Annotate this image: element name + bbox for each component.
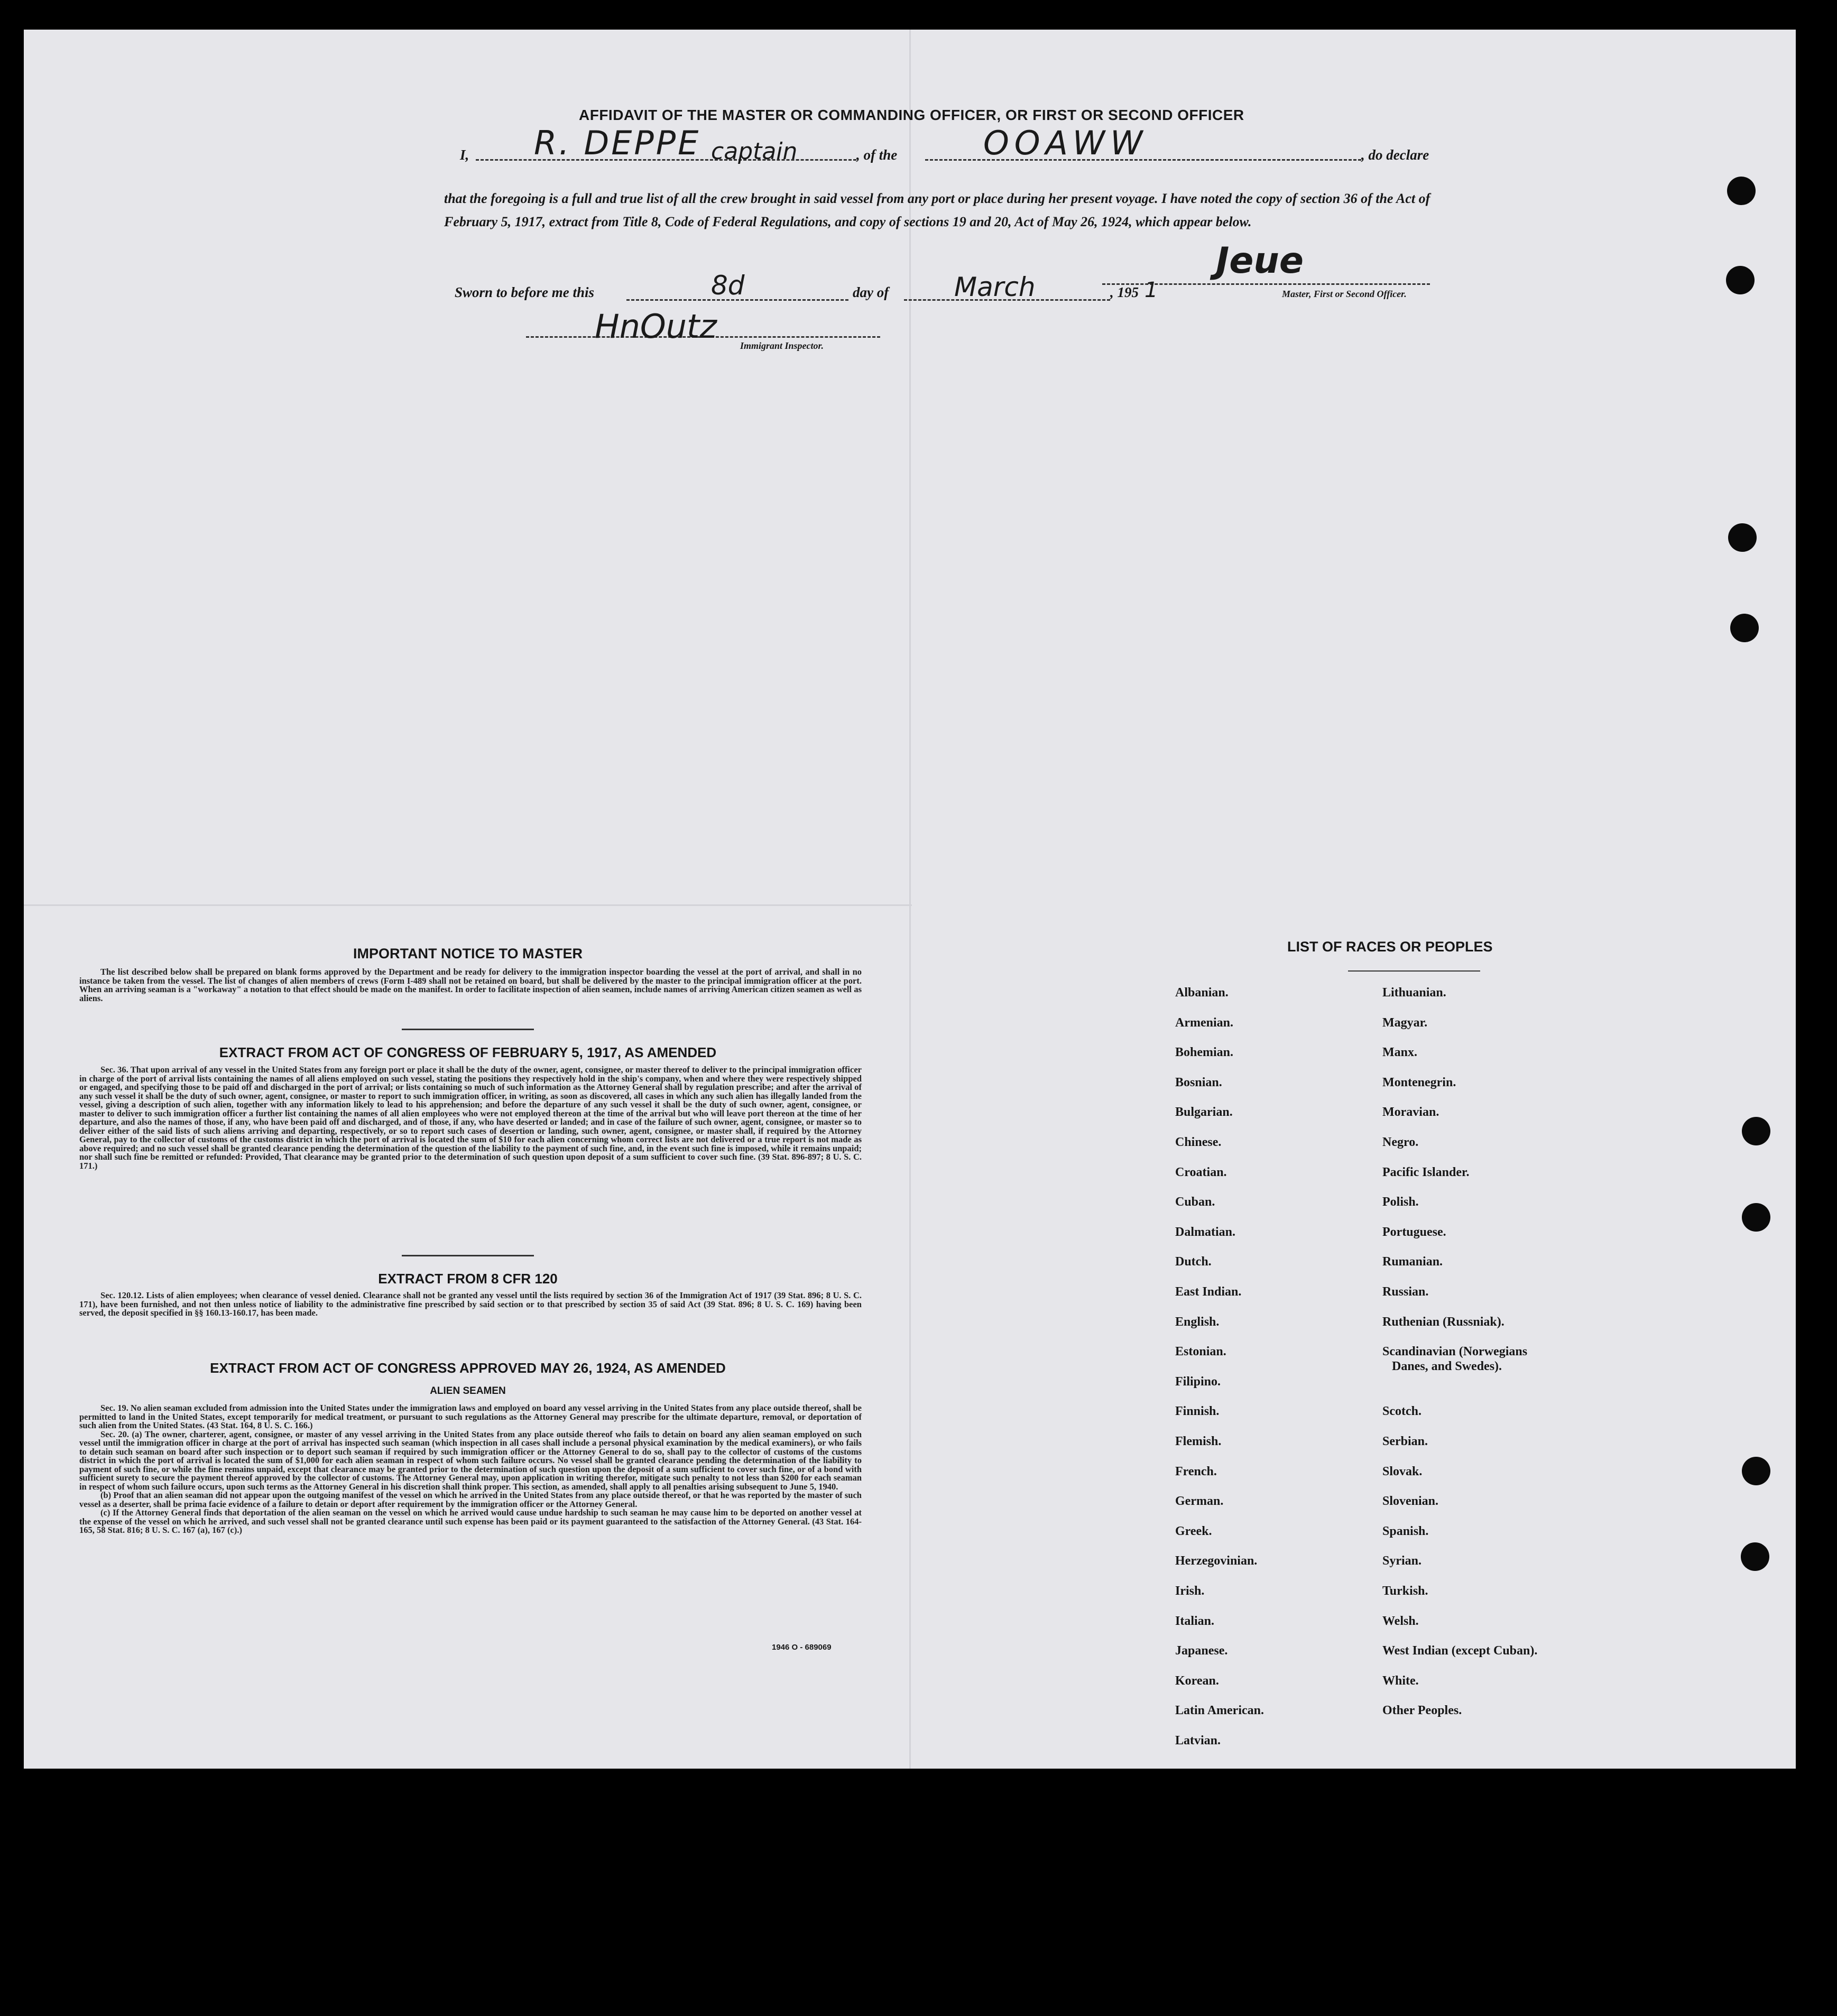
race-item: Dutch. (1175, 1255, 1212, 1269)
divider (402, 1255, 534, 1256)
notice-body: The list described below shall be prepared on blank forms approved by the Department and be ready for delivery to the immigration inspector boarding the vessel at the port of arrival, and shall in no instance be taken from the vessel. The list of changes of alien members of crews (Form I-489 shall not be retained on board, but shall be delivered by the master to the principal immigration officer at the port. When an arriving seaman is a "workaway" a notation to that effect should be made on the manifest. In order to facilitate inspection of alien seamen, include names of arriving American citizen seamen as well as aliens. (79, 967, 862, 1003)
do-declare-label: , do declare (1361, 147, 1429, 163)
affidavit-statement: that the foregoing is a full and true list of all the crew brought in said vessel from any port or place during her present voyage. I have noted the copy of section 36 of the Act of February 5, 1917, extract from Title 8, Code of Federal Regulations, and copy of sections 19 and 20, Act of May 26, 1924, which appear below. (444, 191, 1430, 229)
race-item: Negro. (1382, 1135, 1419, 1149)
race-item: English. (1175, 1315, 1220, 1329)
print-code: 1946 O - 689069 (772, 1643, 832, 1652)
race-item: Flemish. (1175, 1435, 1222, 1448)
race-item: Japanese. (1175, 1644, 1228, 1658)
sworn-label: Sworn to before me this (455, 284, 595, 300)
extract-1917-title: EXTRACT FROM ACT OF CONGRESS OF FEBRUARY 5, 1917, AS AMENDED (219, 1044, 717, 1060)
punch-hole (1730, 614, 1759, 642)
punch-hole (1742, 1117, 1770, 1145)
extract-1917-body: Sec. 36. That upon arrival of any vessel in the United States from any foreign port or place it shall be the duty of the owner, agent, consignee, or master thereof to deliver to the principal immigration officer in charge of the port of arrival lists containing the names of all aliens employed on such vessel, stating the positions they respectively hold in the ship's company, when and where they were respectively shipped or engaged, and specifying those to be paid off and discharged in the port of arrival; or lists containing so much of such information as the Attorney General shall by regulation prescribe; and after the arrival of any such vessel it shall be the duty of such owner, agent, consignee, or master to report to such immigration officer, in writing, as soon as discovered, all cases in which any such alien has illegally landed from the vessel, giving a description of such alien, together with any information likely to lead to his apprehension; and before the departure of any such vessel it shall be the duty of such owner, agent, consignee, or master to deliver to such immigration officer a further list containing the names of all alien employees who were not employed thereon at the time of the arrival but who will leave port thereon at the time of her departure, and also the names of those, if any, who have been paid off and discharged, and of those, if any, who have deserted or landed; and in case of the failure of such owner, agent, consignee, or master so to deliver either of the said lists of such aliens arriving and departing, respectively, or so to report such cases of desertion or landing, such owner, agent, consignee, or master shall, if required by the Attorney General, pay to the collector of customs of the customs district in which the port of arrival is located the sum of $10 for each alien concerning whom correct lists are not delivered or a true report is not made as above required; and no such vessel shall be granted clearance pending the determination of the question of the liability to the payment of such fine, and, in the event such fine is imposed, while it remains unpaid; nor shall such fine be remitted or refunded: Provided, That clearance may be granted prior to the determination of such question upon deposit of a sum sufficient to cover such fine. (39 Stat. 896-897; 8 U. S. C. 171.) (79, 1065, 862, 1171)
race-item: Montenegrin. (1382, 1075, 1456, 1089)
race-item: Finnish. (1175, 1404, 1220, 1419)
of-the-label: , of the (856, 147, 898, 163)
race-item: Turkish. (1382, 1584, 1428, 1598)
race-item: Dalmatian. (1175, 1225, 1235, 1239)
extract-cfr-body: Sec. 120.12. Lists of alien employees; when clearance of vessel denied. Clearance shall not be granted any vessel until the lists required by section 36 of the Immigration Act of 1917 (39 Stat. 896; 8 U. S. C. 171), have been furnished, and not then unless notice of liability to the administrative fine prescribed by said section or to that prescribed by section 35 of said Act (39 Stat. 896; 8 U. S. C. 169) having been served, the deposit specified in §§ 160.13-160.17, has been made. (79, 1290, 862, 1318)
race-item: Manx. (1382, 1046, 1417, 1060)
divider (1348, 970, 1480, 972)
race-item: French. (1175, 1464, 1217, 1478)
race-item: Rumanian. (1382, 1255, 1443, 1269)
sworn-year-handwritten: 1 (1144, 278, 1158, 302)
affidavit-i-label: I, (460, 147, 469, 163)
race-item: Scotch. (1382, 1404, 1421, 1419)
affidavit-title: AFFIDAVIT OF THE MASTER OR COMMANDING OFFICER, OR FIRST OR SECOND OFFICER (579, 107, 1244, 123)
race-item: Latvian. (1175, 1734, 1221, 1747)
sworn-day-handwritten: 8d (711, 270, 745, 301)
race-item: Russian. (1382, 1285, 1429, 1299)
extract-1924-subtitle: ALIEN SEAMEN (430, 1385, 506, 1397)
inspector-signature: HnOutz (595, 307, 717, 346)
extract-1924-title: EXTRACT FROM ACT OF CONGRESS APPROVED MAY 26, 1924, AS AMENDED (210, 1360, 726, 1376)
race-item: Latin American. (1175, 1704, 1264, 1718)
race-item: Slovak. (1382, 1464, 1423, 1478)
race-item: Spanish. (1382, 1524, 1429, 1538)
race-item: Bohemian. (1175, 1046, 1234, 1060)
master-signature-caption: Master, First or Second Officer. (1282, 289, 1407, 299)
race-item: Armenian. (1175, 1015, 1233, 1030)
race-item: Irish. (1175, 1584, 1205, 1598)
race-item: Magyar. (1382, 1015, 1428, 1030)
race-item: Estonian. (1175, 1345, 1226, 1359)
race-item: East Indian. (1175, 1285, 1242, 1299)
race-item: Croatian. (1175, 1165, 1227, 1179)
race-item: West Indian (except Cuban). (1382, 1644, 1538, 1658)
race-item: Herzegovinian. (1175, 1554, 1258, 1568)
race-item: Italian. (1175, 1614, 1215, 1628)
master-name-handwritten: R. DEPPE (534, 124, 701, 162)
race-item: Cuban. (1175, 1195, 1215, 1209)
race-item: Slovenian. (1382, 1494, 1439, 1509)
races-title: LIST OF RACES OR PEOPLES (1287, 939, 1493, 955)
year-prefix: , 195 (1110, 284, 1139, 300)
race-item: Polish. (1382, 1195, 1419, 1209)
race-item: Welsh. (1382, 1614, 1419, 1628)
master-signature: Jeue (1216, 240, 1304, 282)
race-item: Portuguese. (1382, 1225, 1446, 1239)
race-item: Scandinavian (Norwegians Danes, and Swedes). (1382, 1345, 1528, 1374)
vessel-name-handwritten: OOAWW (983, 124, 1148, 162)
master-rank-handwritten: captain (711, 138, 798, 165)
extract-1924-body: Sec. 19. No alien seaman excluded from admission into the United States under the immigration laws and employed on board any vessel arriving in the United States from any place outside thereof, shall be permitted to land in the United States, except temporarily for medical treatment, or pursuant to such regulations as the Attorney General may prescribe for the ultimate departure, removal, or deportation of such alien from the United States. (43 Stat. 164, 8 U. S. C. 166.) Sec. 20. (a) The owner, charterer, agent, consignee, or master of any vessel arriving in the United States from any place outside thereof who fails to detain on board any alien seaman employed on such vessel until the immigration officer in charge at the port of arrival has inspected such seaman (which inspection in all cases shall include a personal physical examination by the medical examiners), or who fails to detain such seaman on board after such inspection or to deport such seaman if required by such immigration officer or the Attorney General to do so, shall pay to the collector of customs of the customs district in which the port of arrival is located the sum of $1,000 for each alien seaman in respect of whom such failure occurs. No vessel shall be granted clearance pending the determination of the liability to payment of such fine, or while the fine remains unpaid, except that clearance may be granted prior to the determination of such question upon the deposit of a sum sufficient to cover such fine, or of a bond with sufficient surety to secure the payment thereof approved by the collector of customs. The Attorney General may, upon application in writing therefor, mitigate such penalty to not less than $200 for each seaman in respect of whom such failure occurs, upon such terms as the Attorney General in his discretion shall think proper. This section, as amended, shall apply to all penalties arising subsequent to June 5, 1940. (b) Proof that an alien seaman did not appear upon the outgoing manifest of the vessel on which he arrived in the United States from any place outside thereof, or that he was reported by the master of such vessel as a deserter, shall be prima facie evidence of a failure to detain or deport after requirement by the immigration officer or the Attorney General. (c) If the Attorney General finds that deportation of the alien seaman on the vessel on which he arrived would cause undue hardship to such seaman he may cause him to be deported on another vessel at the expense of the vessel on which he arrived, and such vessel shall not be granted clearance until such expense has been paid or its payment guaranteed to the satisfaction of the Attorney General. (43 Stat. 164-165, 58 Stat. 816; 8 U. S. C. 167 (a), 167 (c).) (79, 1403, 862, 1535)
race-item: Lithuanian. (1382, 986, 1446, 1000)
race-item: Greek. (1175, 1524, 1212, 1538)
punch-hole (1742, 1203, 1770, 1232)
punch-hole (1727, 177, 1756, 205)
race-item: Filipino. (1175, 1374, 1221, 1389)
race-item: Albanian. (1175, 986, 1229, 1000)
punch-hole (1728, 523, 1757, 552)
sworn-month-handwritten: March (954, 272, 1036, 302)
fold-line-vertical (909, 30, 911, 1769)
race-item: Syrian. (1382, 1554, 1422, 1568)
divider (402, 1029, 534, 1030)
race-item: Serbian. (1382, 1435, 1428, 1448)
race-item: Chinese. (1175, 1135, 1222, 1149)
race-item: Bulgarian. (1175, 1105, 1233, 1120)
race-item: German. (1175, 1494, 1224, 1509)
day-of-label: day of (853, 284, 889, 300)
race-item: White. (1382, 1673, 1419, 1688)
punch-hole (1741, 1542, 1769, 1571)
inspector-caption: Immigrant Inspector. (740, 340, 824, 351)
document-page (24, 30, 1796, 1769)
race-item: Korean. (1175, 1673, 1219, 1688)
notice-title: IMPORTANT NOTICE TO MASTER (353, 946, 583, 961)
punch-hole (1742, 1457, 1770, 1485)
race-item: Pacific Islander. (1382, 1165, 1470, 1179)
race-item: Other Peoples. (1382, 1704, 1462, 1718)
fold-line-horizontal (24, 904, 912, 906)
race-item: Bosnian. (1175, 1075, 1222, 1089)
punch-hole (1726, 266, 1755, 294)
extract-cfr-title: EXTRACT FROM 8 CFR 120 (378, 1271, 558, 1287)
race-item: Ruthenian (Russniak). (1382, 1315, 1504, 1329)
race-item: Moravian. (1382, 1105, 1439, 1120)
